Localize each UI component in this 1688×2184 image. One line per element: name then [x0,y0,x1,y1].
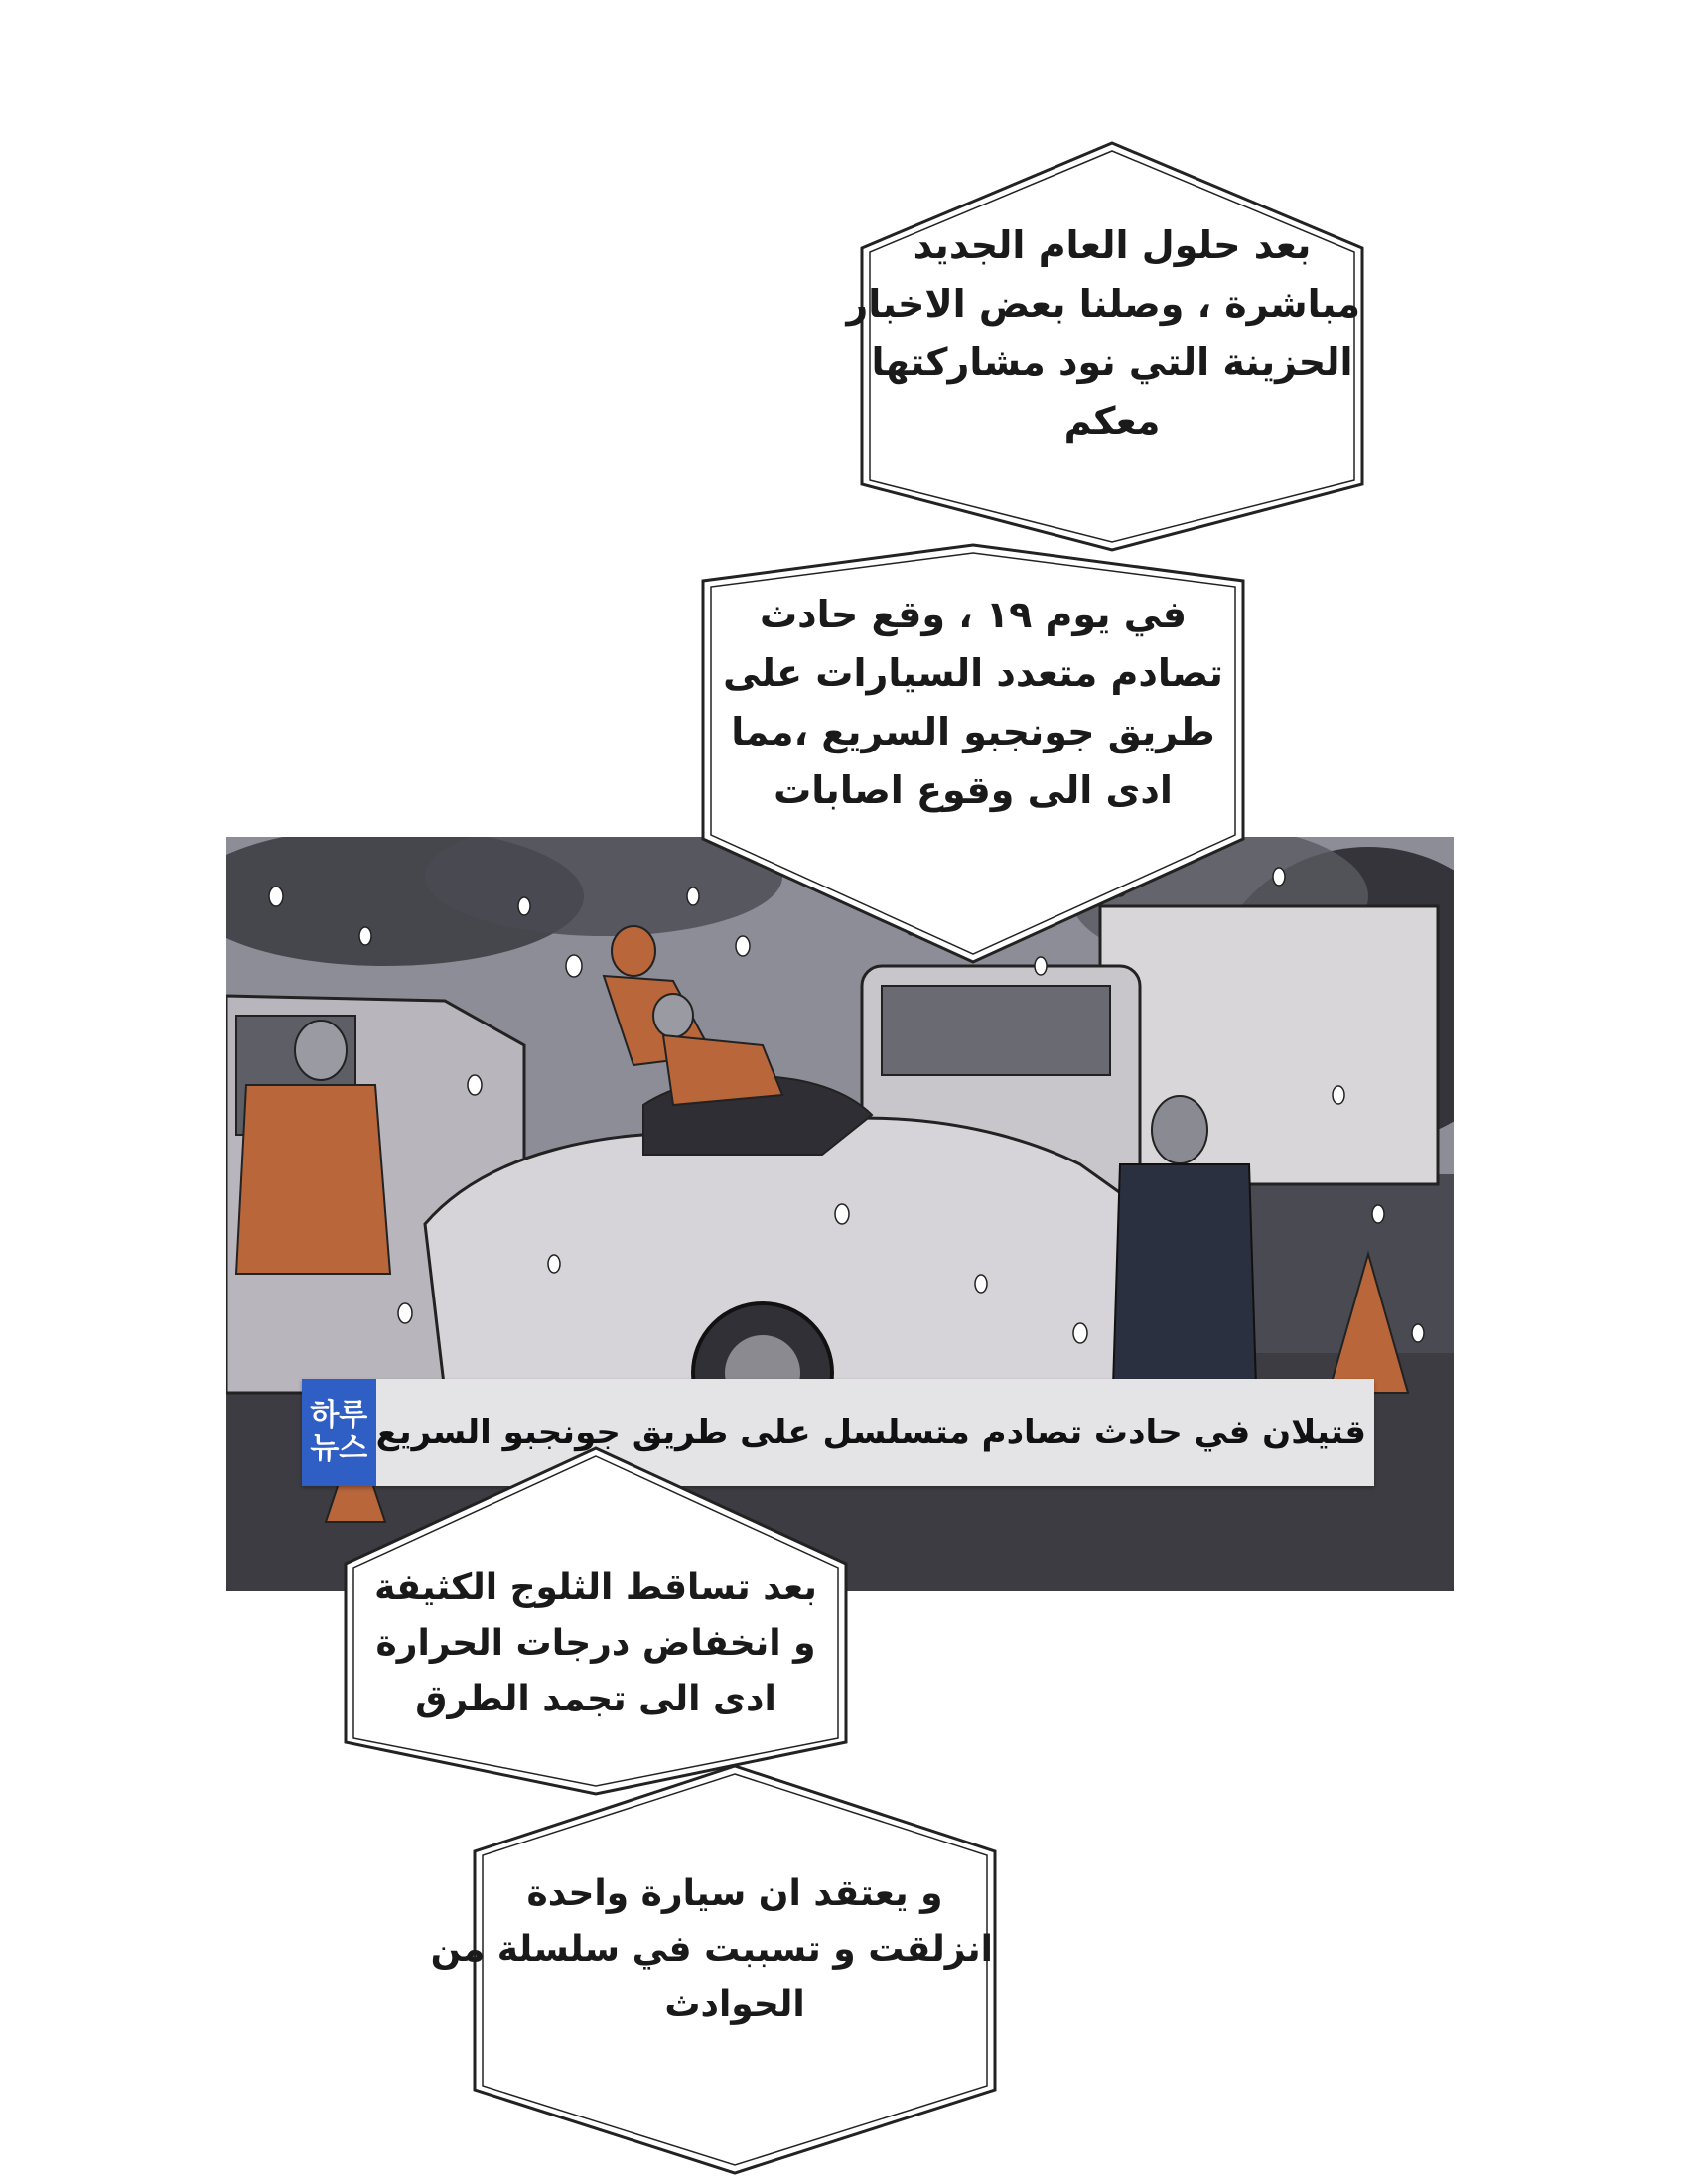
speech-bubble-3 [343,1561,849,1726]
bubble-3-line: و انخفاض درجات الحرارة [375,1622,816,1664]
bubble-2-line: طريق جونجبو السريع ،مما [731,709,1215,753]
news-logo-line2: 뉴스 [310,1432,368,1466]
bubble-2-line: في يوم ١٩ ، وقع حادث [759,593,1188,636]
bubble-3-line: بعد تساقط الثلوج الكثيفة [374,1568,817,1608]
bubble-1-line: الحزينة التي نود مشاركتها [871,340,1353,384]
bubble-4-line: الحوادث [664,1983,805,2025]
news-logo-line1: 하루 [310,1397,368,1433]
bubble-2-line: ادى الى وقوع اصابات [774,767,1173,812]
bubble-2-line: تصادم متعدد السيارات على [723,650,1223,695]
speech-bubble-4 [430,1866,993,2032]
bubble-4-line: انزلقت و تسببت في سلسلة من [430,1928,993,1970]
speech-bubble-1 [846,216,1360,451]
bubble-4-line: و يعتقد ان سيارة واحدة [526,1873,943,1914]
news-headline: قتيلان في حادث تصادم متسلسل على طريق جونجبو السريع [375,1413,1366,1452]
bubble-1-line: بعد حلول العام الجديد [913,223,1312,267]
bubble-1-line: معكم [1063,398,1161,443]
speech-bubble-2 [695,586,1251,820]
bubble-1-line: مباشرة ، وصلنا بعض الاخبار [846,281,1360,326]
bubble-3-line: ادى الى تجمد الطرق [415,1678,776,1719]
